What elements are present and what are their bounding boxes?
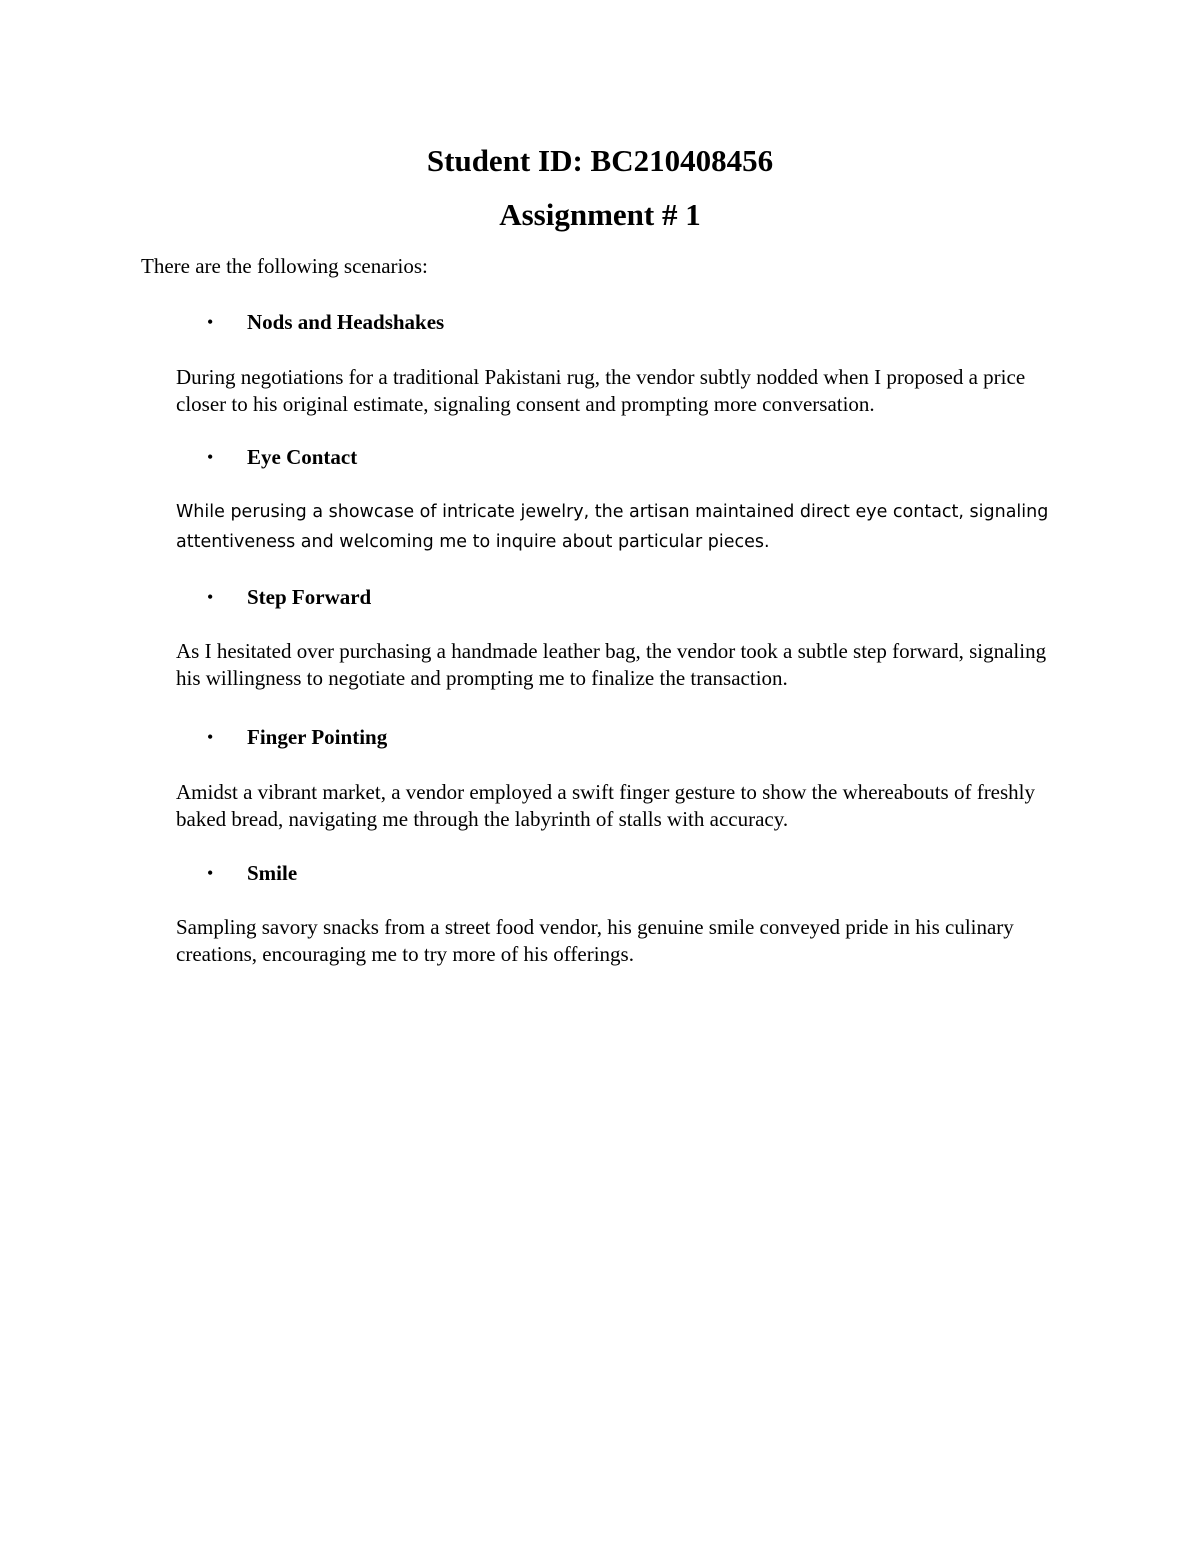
bullet-icon: • <box>207 312 214 332</box>
student-id-title: Student ID: BC210408456 <box>426 143 774 178</box>
section-paragraph-finger-pointing: Amidst a vibrant market, a vendor employed a swift finger gesture to show the whereabouts of freshly baked bread, navigating me through the labyrinth of stalls with accuracy. <box>176 780 1036 831</box>
section-heading-label: Eye Contact <box>247 445 358 469</box>
bullet-icon: • <box>207 727 214 747</box>
assignment-title: Assignment # 1 <box>499 197 701 232</box>
intro-text: There are the following scenarios: <box>141 254 428 278</box>
bullet-icon: • <box>207 587 214 607</box>
section-paragraph-step-forward: As I hesitated over purchasing a handmade leather bag, the vendor took a subtle step forward, signaling his willingness to negotiate and prompting me to finalize the transaction. <box>176 639 1047 690</box>
section-paragraph-nods: During negotiations for a traditional Pakistani rug, the vendor subtly nodded when I proposed a price closer to his original estimate, signaling consent and prompting more conversation. <box>176 365 1026 416</box>
section-heading-label: Finger Pointing <box>247 725 388 749</box>
section-paragraph-eye-contact: While perusing a showcase of intricate jewelry, the artisan maintained direct eye contact, signaling attentiveness and welcoming me to inquire about particular pieces. <box>176 502 1049 552</box>
bullet-icon: • <box>207 447 214 467</box>
section-paragraph-smile: Sampling savory snacks from a street food vendor, his genuine smile conveyed pride in his culinary creations, encouraging me to try more of his offerings. <box>176 915 1014 966</box>
bullet-icon: • <box>207 863 214 883</box>
section-heading-label: Nods and Headshakes <box>247 310 445 334</box>
section-heading-label: Smile <box>247 861 298 885</box>
section-heading-label: Step Forward <box>247 585 372 609</box>
